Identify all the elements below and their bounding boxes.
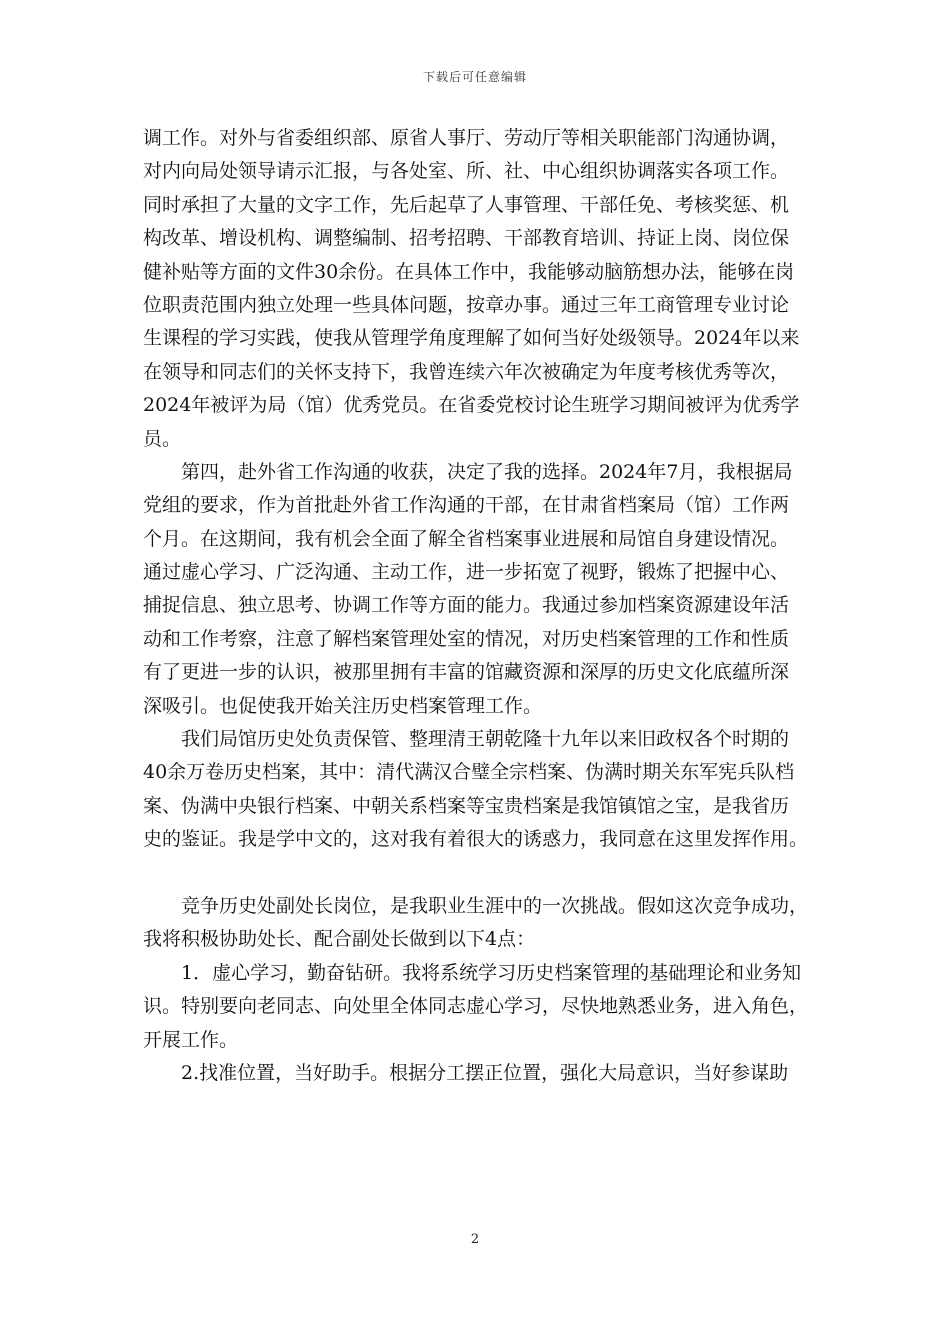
text-line: 40余万卷历史档案，其中：清代满汉合璧全宗档案、伪满时期关东军宪兵队档 bbox=[143, 761, 795, 784]
blank-line bbox=[143, 857, 827, 890]
paragraph-start-line: 2.找准位置，当好助手。根据分工摆正位置，强化大局意识，当好参谋助 bbox=[181, 1061, 789, 1084]
text-line: 同时承担了大量的文字工作，先后起草了人事管理、干部任免、考核奖惩、机 bbox=[143, 193, 790, 216]
text-line: 党组的要求，作为首批赴外省工作沟通的干部，在甘肃省档案局（馆）工作两 bbox=[143, 494, 790, 517]
paragraph-start-line: 我们局馆历史处负责保管、整理清王朝乾隆十九年以来旧政权各个时期的 bbox=[181, 728, 790, 751]
page-number: 2 bbox=[470, 1232, 480, 1247]
text-line: 有了更进一步的认识，被那里拥有丰富的馆藏资源和深厚的历史文化底蕴所深 bbox=[143, 661, 790, 684]
text-line: 深吸引。也促使我开始关注历史档案管理工作。 bbox=[143, 694, 543, 717]
paragraph-start-line: 竞争历史处副处长岗位，是我职业生涯中的一次挑战。假如这次竞争成功， bbox=[181, 894, 809, 917]
text-line: 生课程的学习实践，使我从管理学角度理解了如何当好处级领导。2024年以来 bbox=[143, 327, 800, 350]
text-line: 在领导和同志们的关怀支持下，我曾连续六年次被确定为年度考核优秀等次， bbox=[143, 360, 790, 383]
text-line: 个月。在这期间，我有机会全面了解全省档案事业进展和局馆自身建设情况。 bbox=[143, 527, 790, 550]
text-line: 我将积极协助处长、配合副处长做到以下4点： bbox=[143, 928, 536, 951]
text-line: 位职责范围内独立处理一些具体问题，按章办事。通过三年工商管理专业讨论 bbox=[143, 293, 790, 316]
text-line: 案、伪满中央银行档案、中朝关系档案等宝贵档案是我馆镇馆之宝，是我省历 bbox=[143, 794, 790, 817]
text-line: 构改革、增设机构、调整编制、招考招聘、干部教育培训、持证上岗、岗位保 bbox=[143, 227, 790, 250]
text-line: 捕捉信息、独立思考、协调工作等方面的能力。我通过参加档案资源建设年活 bbox=[143, 594, 790, 617]
text-line: 开展工作。 bbox=[143, 1028, 239, 1051]
text-line: 识。特别要向老同志、向处里全体同志虚心学习，尽快地熟悉业务，进入角色， bbox=[143, 995, 809, 1018]
paragraph-start-line: 1．虚心学习，勤奋钻研。我将系统学习历史档案管理的基础理论和业务知 bbox=[181, 961, 802, 984]
document-body bbox=[143, 122, 827, 1090]
text-line: 通过虚心学习、广泛沟通、主动工作，进一步拓宽了视野，锻炼了把握中心、 bbox=[143, 561, 790, 584]
text-line: 健补贴等方面的文件30余份。在具体工作中，我能够动脑筋想办法，能够在岗 bbox=[143, 260, 795, 283]
page-header: 下载后可任意编辑 bbox=[422, 70, 527, 84]
text-line: 动和工作考察，注意了解档案管理处室的情况，对历史档案管理的工作和性质 bbox=[143, 627, 790, 650]
text-line: 2024年被评为局（馆）优秀党员。在省委党校讨论生班学习期间被评为优秀学 bbox=[143, 394, 800, 417]
text-line: 员。 bbox=[143, 427, 182, 450]
text-line: 史的鉴证。我是学中文的，这对我有着很大的诱惑力，我同意在这里发挥作用。 bbox=[143, 828, 809, 851]
paragraph-start-line: 第四，赴外省工作沟通的收获，决定了我的选择。2024年7月，我根据局 bbox=[181, 460, 793, 483]
text-line: 调工作。对外与省委组织部、原省人事厅、劳动厅等相关职能部门沟通协调， bbox=[143, 127, 790, 149]
text-line: 对内向局处领导请示汇报，与各处室、所、社、中心组织协调落实各项工作。 bbox=[143, 160, 790, 183]
